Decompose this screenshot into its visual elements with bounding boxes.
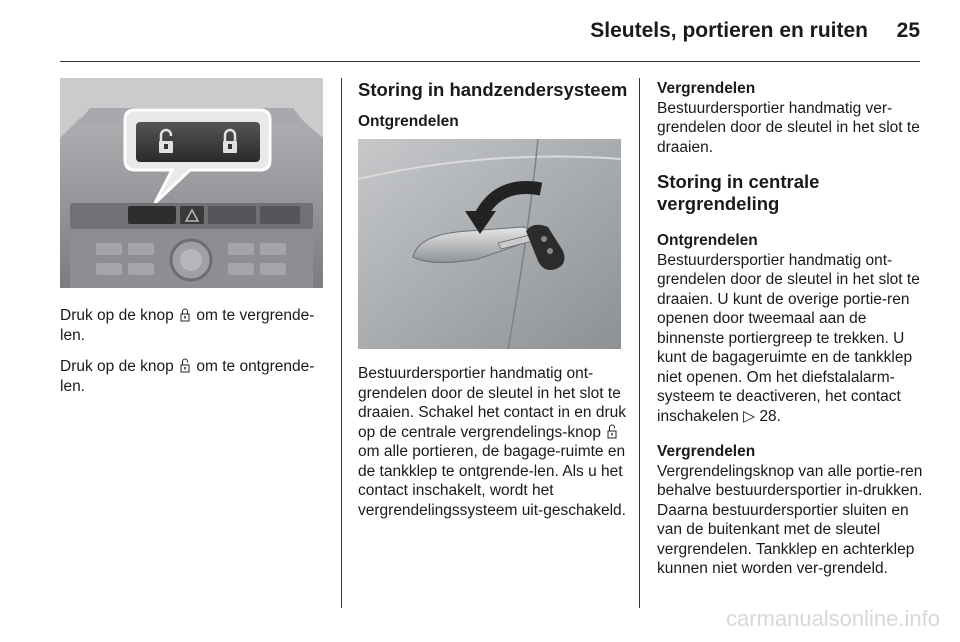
subheading-lock-2: Vergrendelen xyxy=(657,443,756,460)
header-rule xyxy=(60,61,920,62)
subheading-unlock-2: Ontgrendelen xyxy=(657,232,758,249)
column-2-heading-block xyxy=(358,79,626,132)
subheading-lock: Vergrendelen xyxy=(657,80,756,97)
page-number: 25 xyxy=(896,19,920,42)
running-header-title: Sleutels, portieren en ruiten xyxy=(590,19,868,42)
lock-all-doors-text: Vergrendelingsknop van alle portie-ren behalve bestuurdersportier in-drukken. Daarna bestuurdersportier sluiten en van de buitenkant met de sleutel vergrendelen. Tankklep en achterklep kunnen niet worden ver-grendeld. xyxy=(657,462,923,577)
door-handle-key-figure xyxy=(358,139,621,349)
manual-lock-text: Bestuurdersportier handmatig ver-grendelen door de sleutel in het slot te draaien. xyxy=(657,99,920,156)
section-heading-remote-failure: Storing in handzendersysteem xyxy=(358,79,628,100)
remote-failure-unlock-text: Bestuurdersportier handmatig ont-grendelen door de sleutel in het slot te draaien. Schakel het contact in en druk op de centrale vergrendelings-knop om alle portieren, de bagage-ruimte en de tankklep te ontgrende-len. Als u het contact inschakelt, wordt het vergrendelingssysteem uit-geschakeld. xyxy=(358,365,626,519)
column-divider-2 xyxy=(639,78,640,608)
dashboard-lock-buttons-figure xyxy=(60,78,323,288)
lock-closed-icon xyxy=(180,307,190,322)
section-heading-central-lock-failure: Storing in centrale vergrendeling xyxy=(657,171,820,214)
column-divider-1 xyxy=(341,78,342,608)
subheading-unlock: Ontgrendelen xyxy=(358,113,459,130)
watermark: carmanualsonline.info xyxy=(725,606,940,631)
column-2-text xyxy=(358,364,628,532)
lock-open-icon xyxy=(180,358,190,373)
lock-instruction: Druk op de knop om te vergrende-len. xyxy=(60,307,315,344)
page-reference[interactable]: 28. xyxy=(759,407,781,425)
page-ref-arrow-icon: ▷ xyxy=(743,407,756,425)
manual-unlock-text: Bestuurdersportier handmatig ont-grendelen door de sleutel in het slot te draaien. U kunt de overige portie-ren openen door tweemaal aan de binnenste portiergreep te trekken. U kunt de bagageruimte en de tankklep niet openen. Om het diefstalalarm-systeem te deactiveren, het contact inschakelen ▷ 28. xyxy=(657,251,920,425)
central-lock-open-icon xyxy=(607,424,617,439)
column-3-text xyxy=(657,79,927,591)
unlock-instruction: Druk op de knop om te ontgrende-len. xyxy=(60,358,315,395)
column-1-text xyxy=(60,306,328,408)
